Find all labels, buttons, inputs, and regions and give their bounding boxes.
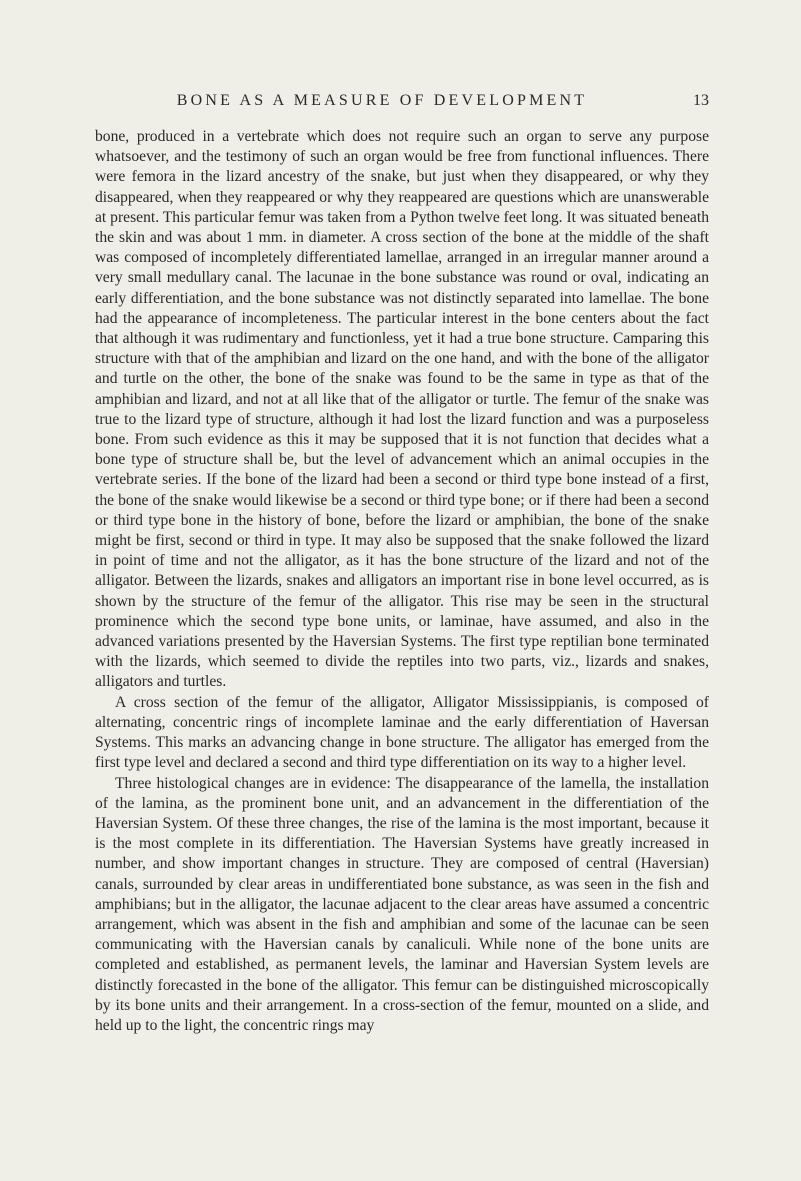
- page-header: [95, 90, 709, 112]
- running-head: BONE AS A MEASURE OF DEVELOPMENT: [176, 92, 588, 109]
- paragraph-1: bone, produced in a vertebrate which does not require such an organ to serve any purpose whatsoever, and the testimony of such an organ would be free from functional influences. There were femora in the lizard ancestry of the snake, but just when they disappeared, or why they disappeared, when they reappeared or why they reappeared are questions which are unanswerable at present. This particular femur was taken from a Python twelve feet long. It was situated beneath the skin and was about 1 mm. in diameter. A cross section of the bone at the middle of the shaft was composed of incompletely differentiated lamellae, arranged in an irregular manner around a very small medullary canal. The lacunae in the bone substance was round or oval, indicating an early differentiation, and the bone substance was not distinctly separated into lamellae. The bone had the appearance of incompleteness. The particular interest in the bone centers about the fact that although it was rudimentary and functionless, yet it had a true bone structure. Camparing this structure with that of the amphibian and lizard on the one hand, and with the bone of the alligator and turtle on the other, the bone of the snake was found to be the same in type as that of the amphibian and lizard, and not at all like that of the alligator or turtle. The femur of the snake was true to the lizard type of structure, although it had lost the lizard function and was a purposeless bone. From such evidence as this it may be supposed that it is not function that decides what a bone type of structure shall be, but the level of advancement which an animal occupies in the vertebrate series. If the bone of the lizard had been a second or third type bone instead of a first, the bone of the snake would likewise be a second or third type bone; or if there had been a second or third type bone in the history of bone, before the lizard or amphibian, the bone of the snake might be first, second or third in type. It may also be supposed that the snake followed the lizard in point of time and not the alligator, as it has the bone structure of the lizard and not of the alligator. Between the lizards, snakes and alligators an important rise in bone level occurred, as is shown by the structure of the femur of the alligator. This rise may be seen in the structural prominence which the second type bone units, or laminae, have assumed, and also in the advanced variations presented by the Haversian Systems. The first type reptilian bone terminated with the lizards, which seemed to divide the reptiles into two parts, viz., lizards and snakes, alligators and turtles.: [95, 128, 709, 691]
- paragraph-2: A cross section of the femur of the alligator, Alligator Mississippianis, is composed of alternating, concentric rings of incomplete laminae and the early differentiation of Haversan Systems. This marks an advancing change in bone structure. The alligator has emerged from the first type level and declared a second and third type differentiation on its way to a higher level.: [95, 693, 709, 772]
- body-text: [95, 127, 709, 1036]
- paragraph-3: Three histological changes are in evidence: The disappearance of the lamella, the installation of the lamina, as the prominent bone unit, and an advancement in the differentiation of the Haversian System. Of these three changes, the rise of the lamina is the most important, because it is the most complete in its differentiation. The Haversian Systems have greatly increased in number, and show important changes in structure. They are composed of central (Haversian) canals, surrounded by clear areas in undifferentiated bone substance, as was seen in the fish and amphibians; but in the alligator, the lacunae adjacent to the clear areas have assumed a concentric arrangement, which was absent in the fish and amphibian and some of the lacunae can be seen communicating with the Haversian canals by canaliculi. While none of the bone units are completed and established, as permanent levels, the laminar and Haversian System levels are distinctly forecasted in the bone of the alligator. This femur can be distinguished microscopically by its bone units and their arrangement. In a cross-section of the femur, mounted on a slide, and held up to the light, the concentric rings may: [95, 774, 709, 1034]
- page-number: 13: [693, 92, 709, 109]
